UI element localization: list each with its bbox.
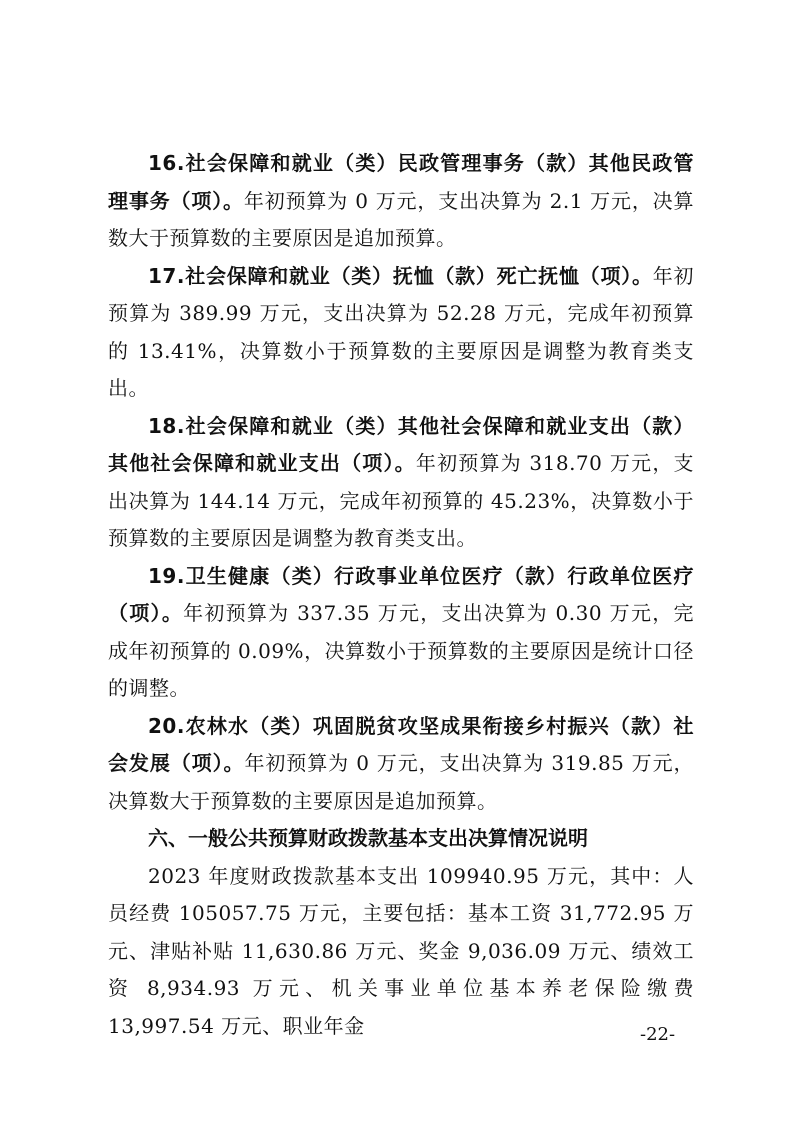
item-20	[108, 708, 694, 821]
item-20-text: 年初预算为 0 万元，支出决算为 319.85 万元，决算数大于预算数的主要原因是追加预算。	[108, 751, 695, 813]
item-17-title: 17.社会保障和就业（类）抚恤（款）死亡抚恤（项）。	[148, 263, 653, 288]
item-16	[108, 145, 694, 258]
document-body	[108, 145, 694, 1045]
item-18-title: 18.社会保障和就业（类）其他社会保障和就业支出（款）其他社会保障和就业支出（项）。	[108, 413, 694, 475]
item-17-text: 年初预算为 389.99 万元，支出决算为 52.28 万元，完成年初预算的 13.41%，决算数小于预算数的主要原因是调整为教育类支出。	[108, 263, 694, 400]
item-18	[108, 408, 694, 558]
item-16-title: 16.社会保障和就业（类）民政管理事务（款）其他民政管理事务（项）。	[108, 151, 694, 213]
section-heading: 六、一般公共预算财政拨款基本支出决算情况说明	[148, 826, 588, 850]
page-number: -22-	[640, 1024, 676, 1045]
item-19-title: 19.卫生健康（类）行政事业单位医疗（款）行政单位医疗（项）。	[108, 563, 694, 625]
item-19-text: 年初预算为 337.35 万元，支出决算为 0.30 万元，完成年初预算的 0.09%，决算数小于预算数的主要原因是统计口径的调整。	[108, 601, 694, 700]
section-body: 2023 年度财政拨款基本支出 109940.95 万元，其中：人员经费 105057.75 万元，主要包括：基本工资 31,772.95 万元、津贴补贴 11,630.86 万元、奖金 9,036.09 万元、绩效工资 8,934.93 万元、机关事业单位基本养老保险缴费 13,997.54 万元、职业年金	[108, 863, 694, 1038]
item-19	[108, 558, 694, 708]
item-17	[108, 258, 694, 408]
item-16-text: 年初预算为 0 万元，支出决算为 2.1 万元，决算数大于预算数的主要原因是追加预算。	[108, 188, 694, 250]
item-18-text: 年初预算为 318.70 万元，支出决算为 144.14 万元，完成年初预算的 45.23%，决算数小于预算数的主要原因是调整为教育类支出。	[108, 451, 695, 550]
item-20-title: 20.农林水（类）巩固脱贫攻坚成果衔接乡村振兴（款）社会发展（项）。	[108, 713, 694, 775]
